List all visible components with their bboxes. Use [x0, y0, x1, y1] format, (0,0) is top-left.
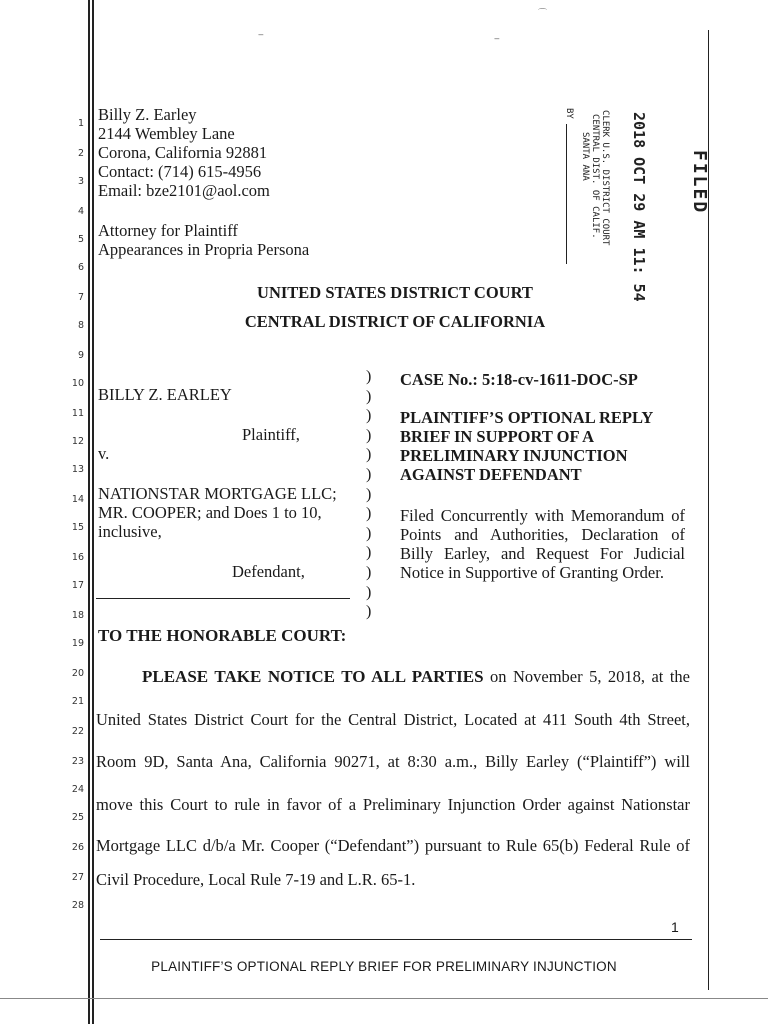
caption-paren: ) [366, 485, 372, 503]
court-name: UNITED STATES DISTRICT COURT [257, 283, 533, 302]
page-number: 1 [671, 919, 679, 935]
caption-paren: ) [366, 407, 372, 425]
footer-rule [100, 939, 692, 940]
defendant-line-1: NATIONSTAR MORTGAGE LLC; [98, 484, 337, 503]
line-number: 1 [77, 118, 84, 129]
notice-paragraph-line-1 [142, 667, 690, 687]
defendant-line-2: MR. COOPER; and Does 1 to 10, [98, 503, 322, 522]
line-number: 18 [71, 610, 84, 621]
line-number: 22 [71, 726, 84, 737]
filed-concurrently-2: Points and Authorities, Declaration of [400, 525, 685, 544]
line-number: 17 [71, 580, 84, 591]
filed-concurrently-1: Filed Concurrently with Memorandum of [400, 506, 685, 525]
notice-paragraph-line-6: Civil Procedure, Local Rule 7-19 and L.R. 65-1. [96, 870, 416, 889]
caption-paren: ) [366, 426, 372, 444]
line-number: 19 [71, 638, 84, 649]
notice-paragraph-line-3: Room 9D, Santa Ana, California 90271, at 8:30 a.m., Billy Earley (“Plaintiff”) will [96, 752, 690, 771]
line-number: 15 [71, 522, 84, 533]
caption-paren: ) [366, 387, 372, 405]
line-number: 10 [71, 378, 84, 389]
caption-paren: ) [366, 583, 372, 601]
plaintiff-label: Plaintiff, [242, 425, 300, 444]
attorney-name: Billy Z. Earley [98, 105, 197, 124]
caption-paren: ) [366, 603, 372, 621]
versus: v. [98, 444, 110, 463]
filed-stamp-clerk-1: CLERK U.S. DISTRICT COURT [600, 110, 610, 246]
line-number: 2 [77, 148, 84, 159]
document-title-2: BRIEF IN SUPPORT OF A [400, 427, 595, 446]
scan-mark: ⌒ [538, 9, 548, 19]
scan-mark: ‒ [258, 30, 264, 40]
filed-stamp-date: 2018 OCT 29 AM 11: 54 [630, 112, 648, 302]
attorney-role: Attorney for Plaintiff [98, 221, 238, 240]
line-number: 25 [71, 812, 84, 823]
line-number: 23 [71, 756, 84, 767]
filed-concurrently-3: Billy Earley, and Request For Judicial [400, 544, 685, 563]
notice-paragraph-line-5: Mortgage LLC d/b/a Mr. Cooper (“Defendant”) pursuant to Rule 65(b) Federal Rule of [96, 836, 690, 855]
line-number: 9 [77, 350, 84, 361]
caption-paren: ) [366, 505, 372, 523]
line-number: 11 [71, 408, 84, 419]
line-number: 8 [77, 320, 84, 331]
line-number: 4 [77, 206, 84, 217]
line-number: 13 [71, 464, 84, 475]
notice-paragraph-line-4: move this Court to rule in favor of a Preliminary Injunction Order against Nationstar [96, 795, 690, 814]
document-title-1: PLAINTIFF’S OPTIONAL REPLY [400, 408, 654, 427]
defendant-label: Defendant, [232, 562, 305, 581]
caption-paren: ) [366, 564, 372, 581]
notice-paragraph-line-2: United States District Court for the Central District, Located at 411 South 4th Street, [96, 710, 690, 729]
line-number: 5 [77, 234, 84, 245]
line-number: 14 [71, 494, 84, 505]
left-margin-rule-inner [92, 0, 94, 1024]
document-title-3: PRELIMINARY INJUNCTION [400, 446, 628, 465]
plaintiff-name: BILLY Z. EARLEY [98, 385, 232, 404]
line-number: 28 [71, 900, 84, 911]
defendant-line-3: inclusive, [98, 522, 162, 541]
appearance-type: Appearances in Propria Persona [98, 240, 310, 259]
caption-paren: ) [366, 524, 372, 542]
salutation: TO THE HONORABLE COURT: [98, 626, 347, 645]
notice-bold: PLEASE TAKE NOTICE TO ALL PARTIES [142, 667, 484, 686]
line-number: 12 [71, 436, 84, 447]
bottom-scan-edge [0, 998, 768, 999]
filed-stamp-clerk-2: CENTRAL DIST. OF CALIF. [590, 114, 600, 239]
address-line-1: 2144 Wembley Lane [98, 124, 235, 143]
line-number: 20 [71, 668, 84, 679]
caption-paren: ) [366, 446, 372, 464]
line-number: 3 [77, 176, 84, 187]
caption-bottom-rule [96, 598, 350, 599]
contact-email: Email: bze2101@aol.com [98, 181, 270, 200]
filed-stamp-signature-line [566, 124, 567, 264]
line-number: 26 [71, 842, 84, 853]
document-title-4: AGAINST DEFENDANT [400, 465, 582, 484]
caption-paren: ) [366, 368, 372, 385]
scan-mark: ‒ [494, 34, 500, 44]
filed-stamp-clerk-3: SANTA ANA [580, 132, 590, 181]
filed-concurrently-4: Notice in Supportive of Granting Order. [400, 563, 664, 582]
caption-paren: ) [366, 544, 372, 562]
filed-stamp-label: FILED [689, 150, 710, 215]
line-number: 21 [71, 696, 84, 707]
line-number: 27 [71, 872, 84, 883]
court-district: CENTRAL DISTRICT OF CALIFORNIA [244, 312, 546, 331]
contact-phone: Contact: (714) 615-4956 [98, 162, 262, 181]
notice-rest: on November 5, 2018, at the [483, 667, 690, 686]
caption-paren: ) [366, 466, 372, 483]
filed-stamp-by: BY [564, 108, 574, 119]
line-number: 7 [77, 292, 84, 303]
line-number: 24 [71, 784, 84, 795]
left-margin-rule-outer [88, 0, 90, 1024]
line-number: 16 [71, 552, 84, 563]
footer-title: PLAINTIFF’S OPTIONAL REPLY BRIEF FOR PRELIMINARY INJUNCTION [151, 959, 617, 974]
line-number: 6 [77, 262, 84, 273]
case-number: CASE No.: 5:18-cv-1611-DOC-SP [400, 370, 638, 389]
address-line-2: Corona, California 92881 [98, 143, 268, 162]
